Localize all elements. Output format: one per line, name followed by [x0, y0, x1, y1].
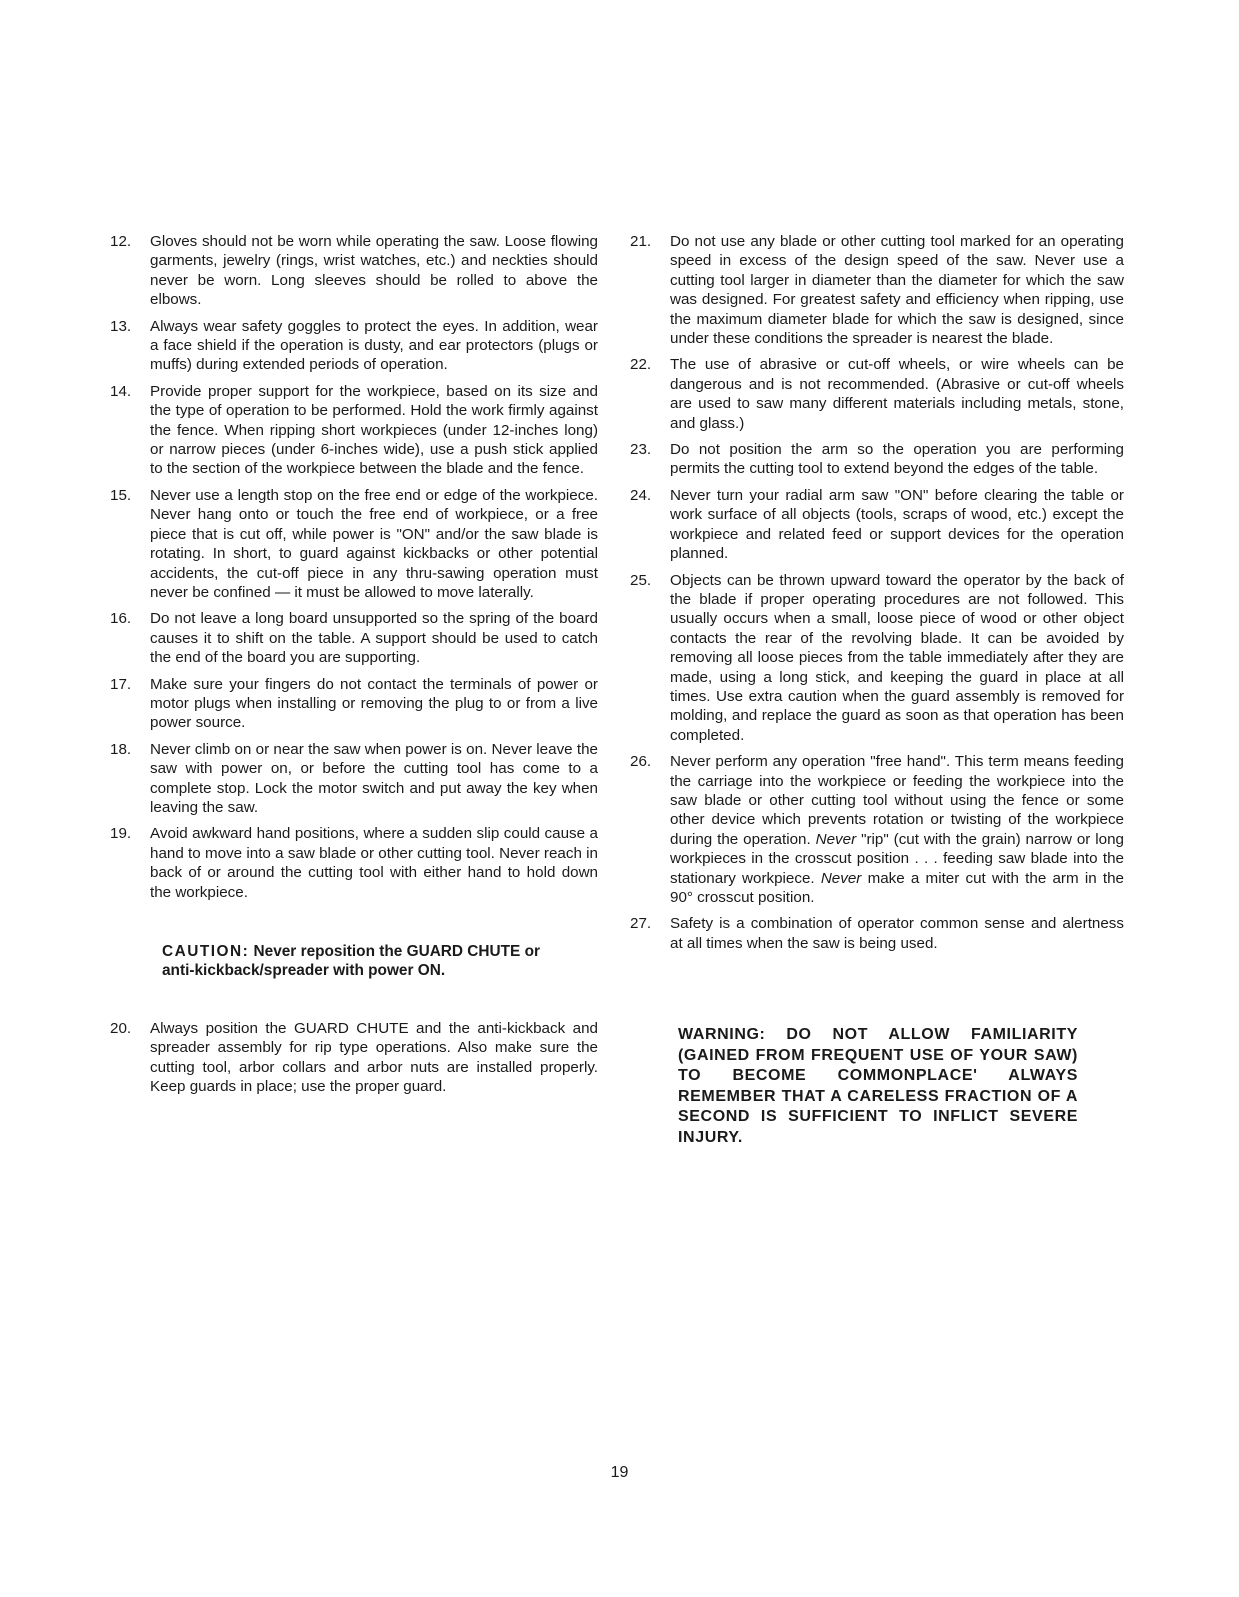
safety-item-16 [110, 609, 598, 667]
item-text: Avoid awkward hand positions, where a sudden slip could cause a hand to move into a saw blade or other cutting tool. Never reach in back of or around the cutting tool with either hand to hold down the workpiece. [150, 825, 598, 901]
item-number: 20. [110, 1019, 132, 1037]
safety-item-24 [630, 486, 1124, 564]
item-text: Do not position the arm so the operation you are performing permits the cutting tool to extend beyond the edges of the table. [670, 441, 1124, 478]
item-text-part-b: "rip" (cut with the grain) narrow or long workpieces in the crosscut position . . . feeding saw blade into the stationary workpiece. [670, 830, 1124, 887]
safety-item-27 [630, 914, 1124, 953]
safety-item-17 [110, 675, 598, 733]
safety-item-22 [630, 355, 1124, 433]
page-number: 19 [610, 1464, 629, 1481]
item-number: 22. [630, 356, 652, 374]
safety-item-12 [110, 232, 598, 310]
safety-item-19 [110, 824, 598, 902]
item-text-part-c: make a miter cut with the arm in the 90° crosscut position. [670, 869, 1124, 906]
right-column [630, 232, 1124, 1148]
item-text: Provide proper support for the workpiece, based on its size and the type of operation to be performed. Hold the work firmly against the fence. When ripping short workpieces (under 12-inches long) or narrow pieces (under 6-inches wide), use a push stick applied to the section of the workpiece between the blade and the fence. [150, 382, 598, 478]
item-number: 24. [630, 486, 652, 504]
safety-item-13 [110, 317, 598, 375]
caution-label: CAUTION: [162, 943, 250, 960]
item-text: The use of abrasive or cut-off wheels, or wire wheels can be dangerous and is not recommended. (Abrasive or cut-off wheels are used to saw many different materials including metals, stone, and glass.) [670, 356, 1124, 432]
item-number: 16. [110, 610, 132, 628]
item-number: 19. [110, 825, 132, 843]
left-column [110, 232, 598, 1096]
item-number: 23. [630, 441, 652, 459]
item-text: Always position the GUARD CHUTE and the anti-kickback and spreader assembly for rip type operations. Also make sure the cutting tool, arbor collars and arbor nuts are installed properly. Keep guards in place; use the proper guard. [150, 1019, 598, 1096]
safety-item-18 [110, 740, 598, 818]
safety-item-21 [630, 232, 1124, 348]
safety-item-20 [110, 1019, 598, 1097]
item-text: Never use a length stop on the free end or edge of the workpiece. Never hang onto or touch the free end of workpiece, or a free piece that is cut off, while power is "ON" and/or the saw blade is rotating. In short, to guard against kickbacks or other potential accidents, the cut-off piece in any thru-sawing operation must never be confined — it must be allowed to move laterally. [150, 486, 598, 601]
emphasis-never: Never [815, 830, 857, 848]
item-text: Objects can be thrown upward toward the operator by the back of the blade if proper operating procedures are not followed. This usually occurs when a small, loose piece of wood or other object contacts the rear of the revolving blade. It can be avoided by removing all loose pieces from the table immediately after they are made, using a long stick, and keeping the guard in place at all times. Use extra caution when the guard assembly is removed for molding, and replace the guard as soon as that operation has been completed. [670, 571, 1124, 744]
item-number: 15. [110, 486, 132, 504]
item-number: 26. [630, 753, 652, 771]
item-text: Never climb on or near the saw when power is on. Never leave the saw with power on, or before the cutting tool has come to a complete stop. Lock the motor switch and put away the key when leaving the saw. [150, 740, 598, 816]
item-text: Do not leave a long board unsupported so the spring of the board causes it to shift on the table. A support should be used to catch the end of the board you are supporting. [150, 610, 598, 667]
item-text: Never turn your radial arm saw "ON" before clearing the table or work surface of all objects (tools, scraps of wood, etc.) except the workpiece and related feed or support devices for the operation planned. [670, 486, 1124, 563]
item-number: 14. [110, 382, 132, 400]
item-text: Always wear safety goggles to protect the eyes. In addition, wear a face shield if the operation is dusty, and ear protectors (plugs or muffs) during extended periods of operation. [150, 317, 598, 374]
item-text: Do not use any blade or other cutting tool marked for an operating speed in excess of the design speed of the saw. Never use a cutting tool larger in diameter than the diameter for which the saw was designed. For greatest safety and efficiency when ripping, use the maximum diameter blade for which the saw is designed, since under these conditions the spreader is nearest the blade. [670, 233, 1124, 348]
safety-item-26 [630, 752, 1124, 907]
warning-notice: WARNING: DO NOT ALLOW FAMILIARITY (GAINED FROM FREQUENT USE OF YOUR SAW) TO BECOME COMMONPLACE' ALWAYS REMEMBER THAT A CARELESS FRACTION OF A SECOND IS SUFFICIENT TO INFLICT SEVERE INJURY. [678, 1026, 1078, 1146]
item-text: Make sure your fingers do not contact the terminals of power or motor plugs when installing or removing the plug to or from a live power source. [150, 675, 598, 732]
item-number: 27. [630, 915, 652, 933]
safety-item-23 [630, 440, 1124, 479]
item-number: 12. [110, 233, 132, 250]
caution-text: Never reposition the GUARD CHUTE or anti-kickback/spreader with power ON. [162, 943, 540, 980]
item-number: 17. [110, 675, 132, 693]
item-number: 18. [110, 740, 132, 758]
emphasis-never: Never [820, 869, 862, 887]
caution-notice [162, 942, 552, 981]
item-number: 21. [630, 233, 652, 250]
item-text-part-a: Never perform any operation "free hand". This term means feeding the carriage into the workpiece or feeding the workpiece into the saw blade or other cutting tool without using the fence or some other device which prevents rotation or twisting of the workpiece during the operation. [670, 753, 1124, 848]
safety-item-14 [110, 382, 598, 479]
item-text: Safety is a combination of operator common sense and alertness at all times when the saw is being used. [670, 915, 1124, 952]
item-text: Gloves should not be worn while operating the saw. Loose flowing garments, jewelry (rings, wrist watches, etc.) and neckties should never be worn. Long sleeves should be rolled to above the elbows. [150, 233, 598, 309]
safety-item-15 [110, 486, 598, 602]
item-number: 13. [110, 317, 132, 335]
item-number: 25. [630, 571, 652, 589]
safety-item-25 [630, 571, 1124, 746]
